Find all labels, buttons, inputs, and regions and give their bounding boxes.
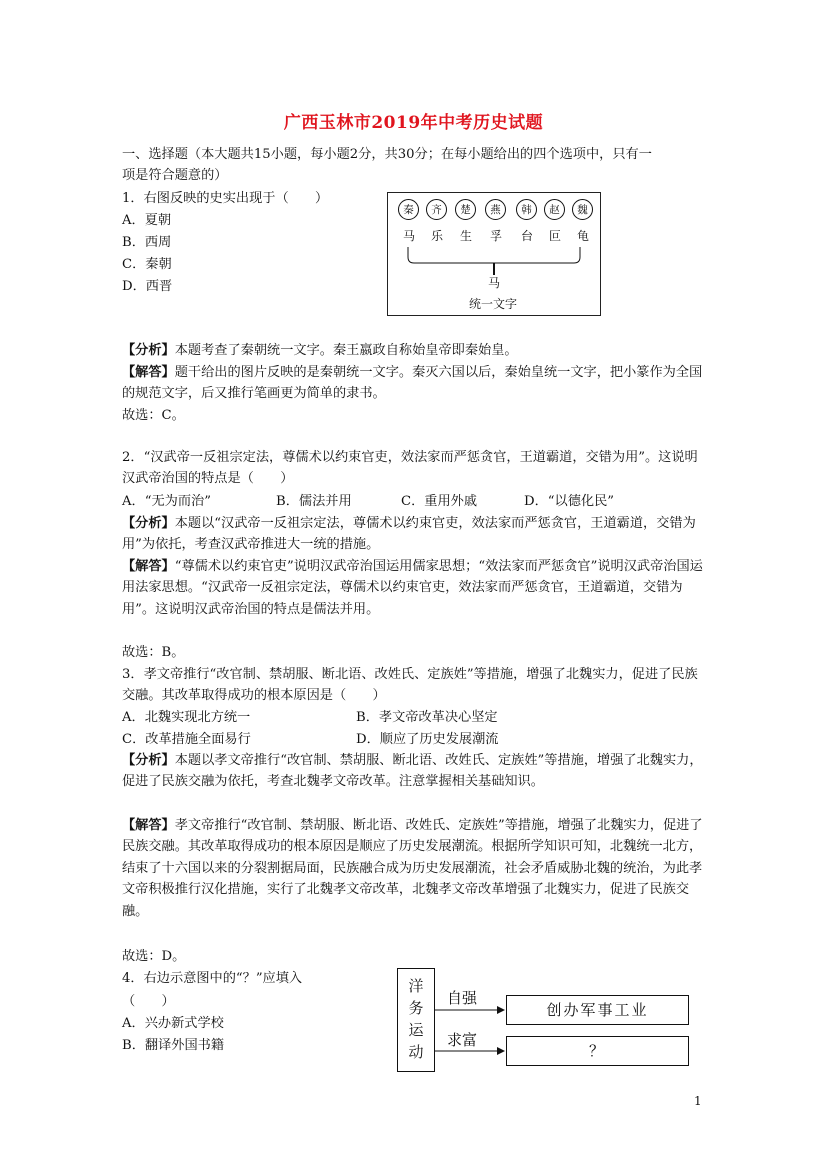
q2-option-b: B．儒法并用 [276, 494, 352, 509]
script-glyph: 龟 [576, 229, 589, 243]
state-seal: 秦 [398, 199, 419, 220]
q4-option-a: A．兴办新式学校 [122, 1016, 224, 1031]
state-seal: 魏 [572, 199, 593, 220]
page-number: 1 [694, 1094, 702, 1108]
q1-option-d: D．西晋 [122, 279, 173, 294]
analysis-tag: 【分析】 [122, 343, 175, 358]
state-seal: 齐 [426, 199, 447, 220]
section-heading-line2: 项是符合题意的） [122, 168, 228, 183]
answer-text: 孝文帝推行“改官制、禁胡服、断北语、改姓氏、定族姓”等措施，增强了北魏实力，促进了民族交融。其改革取得成功的根本原因是顺应了历史发展潮流。根据所学知识可知，北魏统一北方，结束了十六国以来的分裂割据局面，民族融合成为历史发展潮流，社会矛盾威胁北魏的统治，为此孝文帝积极推行汉化措施，实行了北魏孝文帝改革，北魏孝文帝改革增强了北魏实力，促进了民族交融。 [122, 818, 703, 919]
analysis-text: 本题以“汉武帝一反祖宗定法，尊儒术以约束官吏，效法家而严惩贪官，王道霸道，交错为用”为依托，考查汉武帝推进大一统的措施。 [122, 516, 696, 553]
analysis-tag: 【分析】 [122, 753, 175, 768]
q2-stem: 2．“汉武帝一反祖宗定法，尊儒术以约束官吏，效法家而严惩贪官，王道霸道，交错为用”。这说明汉武帝治国的特点是（ ） [122, 450, 698, 487]
main-char: 务 [408, 999, 424, 1017]
script-glyph: 叵 [548, 229, 561, 243]
answer-text: “尊儒术以约束官吏”说明汉武帝治国运用儒家思想；“效法家而严惩贪官”说明汉武帝治国运用法家思想。“汉武帝一反祖宗定法，尊儒术以约束官吏，效法家而严惩贪官，王道霸道，交错为用”。这说明汉武帝治国的特点是儒法并用。 [122, 559, 703, 617]
q1-option-a: A．夏朝 [122, 213, 172, 228]
q4-stem-line2: （ ） [122, 994, 175, 1009]
q3-option-a: A．北魏实现北方统一 [122, 710, 251, 725]
answer-text: 题干给出的图片反映的是秦朝统一文字。秦灭六国以后，秦始皇统一文字，把小篆作为全国的规范文字，后又推行笔画更为简单的隶书。 [122, 365, 703, 402]
section-heading-line1: 一、选择题（本大题共15小题，每小题2分，共30分；在每小题给出的四个选项中，只有一 [122, 147, 652, 162]
main-char: 动 [408, 1043, 424, 1061]
q1-option-b: B．西周 [122, 235, 172, 250]
q1-stem: 1．右图反映的史实出现于（ ） [122, 191, 329, 206]
unified-glyph: 马 [488, 276, 501, 290]
seeking-wealth-label: 求富 [447, 1031, 478, 1049]
q1-option-c: C．秦朝 [122, 257, 172, 272]
state-seal: 赵 [544, 199, 565, 220]
script-glyph: 孚 [489, 229, 502, 243]
unknown-box: ？ [506, 1036, 689, 1066]
figure-caption: 统一文字 [468, 297, 517, 311]
main-char: 洋 [408, 977, 424, 995]
q3-stem: 3．孝文帝推行“改官制、禁胡服、断北语、改姓氏、定族姓”等措施，增强了北魏实力，促进了民族交融。其改革取得成功的根本原因是（ ） [122, 667, 698, 704]
main-char: 运 [408, 1021, 424, 1039]
q4-stem-line1: 4．右边示意图中的“？”应填入 [122, 971, 303, 986]
q3-option-b: B．孝文帝改革决心坚定 [356, 710, 498, 725]
page-title: 广西玉林市2019年中考历史试题 [283, 113, 544, 133]
script-glyph: 乐 [430, 229, 443, 243]
state-seal: 韩 [516, 199, 537, 220]
analysis-text: 本题以孝文帝推行“改官制、禁胡服、断北语、改姓氏、定族姓”等措施，增强了北魏实力，促进了民族交融为依托，考查北魏孝文帝改革。注意掌握相关基础知识。 [122, 753, 703, 790]
answer-tag: 【解答】 [122, 365, 175, 380]
script-glyph: 台 [520, 229, 533, 243]
q4-option-b: B．翻译外国书籍 [122, 1038, 225, 1053]
q2-option-c: C．重用外戚 [401, 494, 478, 509]
state-seal: 燕 [485, 199, 506, 220]
script-glyph: 生 [459, 229, 472, 243]
q2-choice: 故选：B。 [122, 645, 185, 660]
answer-tag: 【解答】 [122, 818, 175, 833]
analysis-text: 本题考查了秦朝统一文字。秦王嬴政自称始皇帝即秦始皇。 [174, 343, 518, 358]
state-seal: 楚 [455, 199, 476, 220]
q3-option-d: D．顺应了历史发展潮流 [356, 732, 499, 747]
q3-option-c: C．改革措施全面易行 [122, 732, 251, 747]
q3-choice: 故选：D。 [122, 949, 186, 964]
self-strengthening-label: 自强 [447, 989, 478, 1007]
analysis-tag: 【分析】 [122, 516, 175, 531]
answer-tag: 【解答】 [122, 559, 175, 574]
q2-option-d: D．“以德化民” [524, 494, 614, 509]
q1-choice: 故选：C。 [122, 408, 185, 423]
script-glyph: 马 [402, 229, 415, 243]
q2-option-a: A．“无为而治” [122, 494, 211, 509]
military-industry-box: 创办军事工业 [506, 995, 689, 1025]
